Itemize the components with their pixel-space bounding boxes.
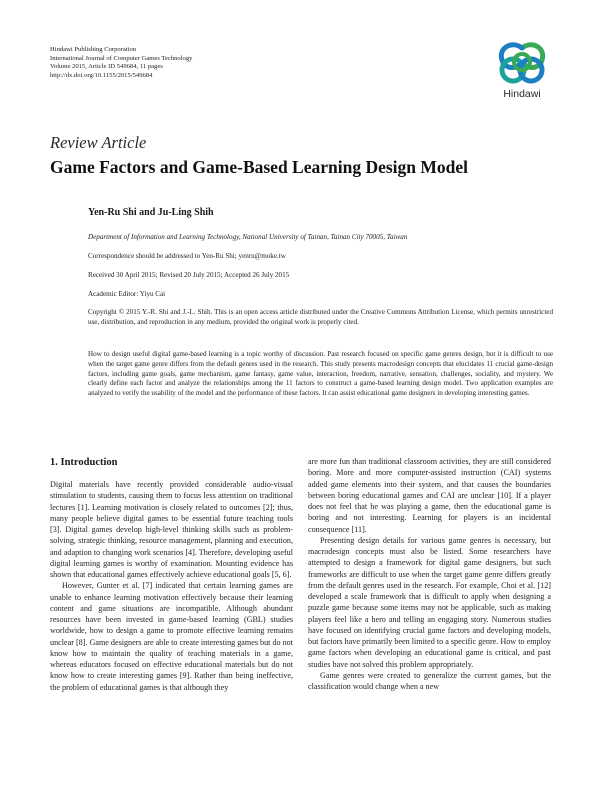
section-heading-introduction: 1. Introduction (50, 457, 118, 468)
academic-editor: Academic Editor: Yiyu Cai (88, 290, 166, 298)
copyright-notice: Copyright © 2015 Y.-R. Shi and J.-L. Shih. This is an open access article distributed under the Creative Commons Attribution License, which permits unrestricted use, distribution, and reproduction in any medium, provided the original work is properly cited. (88, 308, 553, 326)
hindawi-logo-text: Hindawi (503, 88, 541, 100)
hindawi-logo (494, 42, 550, 102)
correspondence-line[interactable]: Correspondence should be addressed to Yen-Ru Shi; yenru@moke.tw (88, 252, 286, 260)
body-column-right (308, 456, 551, 692)
journal-header (50, 46, 192, 80)
intro-paragraph-4: Presenting design details for various game genres is necessary, but macrodesign concepts must also be listed. Some researchers have attempted to design a framework for digital game designers, but such frameworks are difficult to use when the target game genre differs greatly from the default genres used in the research. For example, Choi et al. [12] developed a scale framework that is difficult to apply when designing a puzzle game because some items may not be applicable, such as making players feel like a hero and telling an engaging story. Numerous studies have focused on identifying crucial game factors and developing models, but factors have primarily been limited to a specific genre. How to employ game factors when developing an educational game is critical, and past studies have not solved this problem appropriately. (308, 535, 551, 669)
abstract: How to design useful digital game-based learning is a topic worthy of discussion. Past research focused on specific game genres design, but it is difficult to use when the target game genre differs from the default genres used in the research. This study presents macrodesign concepts that elucidates 11 crucial game-design factors, including game goals, game mechanism, game fantasy, game value, interaction, freedom, narrative, sensation, challenges, sociality, and mystery. We clearly define each factor and analyze the relationships among the 11 factors to construct a game-based learning design model. Two application examples are analyzed to verify the usability of the model and the performance of these factors. It can assist educational game designers in developing interesting games. (88, 350, 553, 398)
intro-paragraph-5: Game genres were created to generalize the current games, but the classification would change when a new (308, 670, 551, 691)
article-dates: Received 30 April 2015; Revised 20 July 2015; Accepted 26 July 2015 (88, 271, 290, 279)
volume-info: Volume 2015, Article ID 549684, 11 pages (50, 63, 163, 71)
article-authors: Yen-Ru Shi and Ju-Ling Shih (88, 207, 214, 218)
hindawi-logo-icon (494, 42, 550, 88)
intro-paragraph-1: Digital materials have recently provided considerable audio-visual stimulation to students, causing them to focus less attention on traditional lectures [1]. Learning motivation is closely related to outcomes [2]; thus, many people believe digital games to be essential future teaching tools [3]. Digital games develop high-level thinking skills such as problem-solving, strategic thinking, resource management, planning and execution, and adaption to changing work scenarios [4]. Therefore, developing useful digital learning games is worthy of examination. Mounting evidence has shown that educational games effectively achieve educational goals [5, 6]. (50, 480, 293, 579)
publisher-name: Hindawi Publishing Corporation (50, 46, 137, 53)
doi-link[interactable]: http://dx.doi.org/10.1155/2015/549684 (50, 71, 153, 79)
article-title: Game Factors and Game-Based Learning Design Model (50, 157, 469, 177)
body-column-left (50, 479, 293, 693)
author-affiliation: Department of Information and Learning Technology, National University of Tainan, Tainan City 70005, Taiwan (88, 233, 408, 241)
intro-paragraph-3: are more fun than traditional classroom activities, they are still considered boring. More and more computer-assisted instruction (CAI) systems added game elements into their system, and that causes the boundaries between boring educational games and CAI are unclear [10]. If a player does not feel that he was playing a game, then the educational game is boring and not interesting. Learning for players is an incidental consequence [11]. (308, 457, 551, 534)
journal-name: International Journal of Computer Games Technology (50, 54, 193, 62)
intro-paragraph-2: However, Gunter et al. [7] indicated that certain learning games are unable to enhance learning motivation effectively because their learning content and game situations are incompatible. Although abundant resources have been invested in game-based learning (GBL) studies worldwide, how to design a game to promote effective learning remains unclear [8]. Game designers are able to create interesting games but do not know how to maintain the quality of teaching materials in a game, whereas educators focused on effective educational materials but do not know how to create interesting games [9]. Rather than being ineffective, the problem of educational games is that although they (50, 581, 293, 692)
article-type: Review Article (50, 133, 147, 152)
